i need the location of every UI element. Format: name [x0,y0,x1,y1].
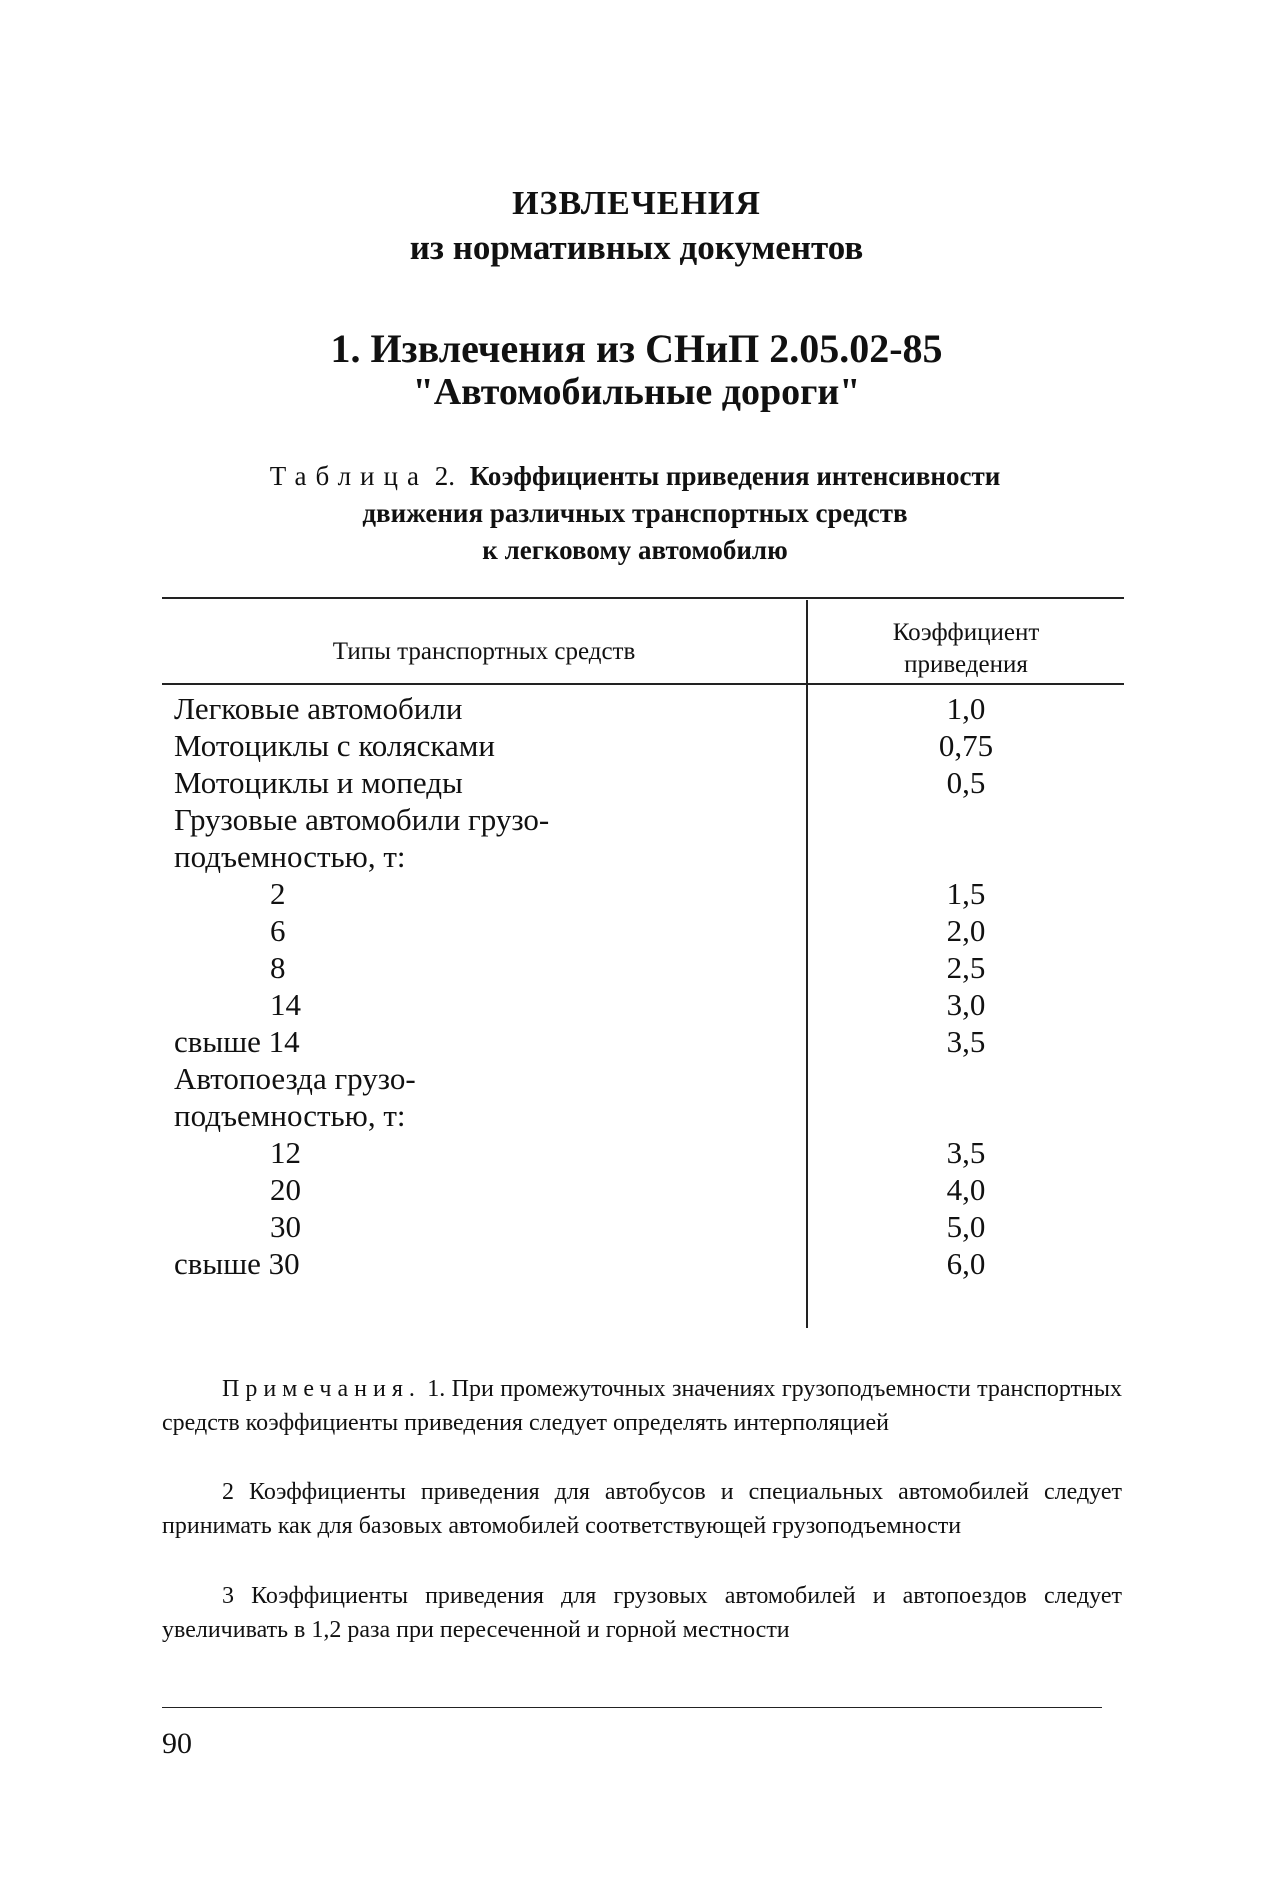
row-coefficient: 0,75 [938,728,994,763]
table-header-rule [162,683,1124,685]
row-type: Мотоциклы с колясками [174,728,495,763]
row-type: Мотоциклы и мопеды [174,765,463,800]
row-coefficient: 1,0 [946,691,986,726]
table-caption-line2: движения различных транспортных средств [362,498,908,528]
row-type: Легковые автомобили [174,691,463,726]
table-top-rule [162,597,1124,599]
table-row [162,1245,1124,1282]
row-type: 20 [270,1172,301,1207]
column-header-coefficient-line1: Коэффициент [892,619,1040,646]
table-caption-label: Таблица [269,461,428,491]
table-row [162,727,1124,764]
table-row [162,1171,1124,1208]
column-header-coefficient-line2: приведения [904,651,1028,678]
row-type: свыше 30 [174,1246,300,1281]
notes-label: Примечания. [222,1376,421,1402]
section-subtitle: "Автомобильные дороги" [412,371,861,413]
table-row [162,949,1124,986]
table-row [162,875,1124,912]
table-caption-title: Коэффициенты приведения интенсивности [469,461,1001,491]
row-type: свыше 14 [174,1024,300,1059]
row-coefficient: 4,0 [946,1172,986,1207]
row-coefficient: 3,0 [946,987,986,1022]
note-3 [162,1579,1122,1647]
row-type: 6 [270,913,286,948]
row-type: подъемностью, т: [174,1098,406,1133]
row-coefficient: 3,5 [946,1135,986,1170]
table-row [162,986,1124,1023]
row-coefficient: 5,0 [946,1209,986,1244]
note-2 [162,1475,1122,1543]
table-row [162,838,1124,875]
table-row [162,1134,1124,1171]
note-1 [162,1372,1122,1440]
row-type: 12 [270,1135,301,1170]
page-number: 90 [162,1727,192,1760]
table-caption [150,460,1120,493]
row-coefficient: 1,5 [946,876,986,911]
note-3-text: 3 Коэффициенты приведения для грузовых автомобилей и автопоездов следует увеличивать в 1,2 раза при пересеченной и горной местности [162,1583,1122,1643]
row-coefficient: 2,0 [946,913,986,948]
row-coefficient: 2,5 [946,950,986,985]
row-type: подъемностью, т: [174,839,406,874]
table-row [162,1060,1124,1097]
table-caption-number: 2. [434,461,455,491]
row-type: Автопоезда грузо- [174,1061,416,1096]
table-row [162,1097,1124,1134]
table-row [162,912,1124,949]
table-row [162,1023,1124,1060]
row-type: 30 [270,1209,301,1244]
note-1-text: 1. При промежуточных значениях грузоподъемности транспортных средств коэффициенты приведения следует определять интерполяцией [162,1376,1123,1436]
section-title: 1. Извлечения из СНиП 2.05.02-85 [330,326,943,371]
row-type: 8 [270,950,286,985]
row-coefficient: 6,0 [946,1246,986,1281]
row-type: Грузовые автомобили грузо- [174,802,550,837]
main-subtitle: из нормативных документов [409,228,864,267]
row-type: 14 [270,987,301,1022]
note-2-text: 2 Коэффициенты приведения для автобусов и специальных автомобилей следует принимать как для базовых автомобилей соответствующей грузоподъемности [162,1479,1122,1539]
row-coefficient: 3,5 [946,1024,986,1059]
column-header-type: Типы транспортных средств [332,638,636,665]
table-caption-line3: к легковому автомобилю [482,535,788,565]
row-type: 2 [270,876,286,911]
table-row [162,801,1124,838]
main-title: ИЗВЛЕЧЕНИЯ [512,185,761,222]
footer-rule [162,1707,1102,1708]
table-row [162,690,1124,727]
row-coefficient: 0,5 [946,765,986,800]
table-row [162,1208,1124,1245]
column-header-coefficient [808,617,1124,681]
table-row [162,764,1124,801]
